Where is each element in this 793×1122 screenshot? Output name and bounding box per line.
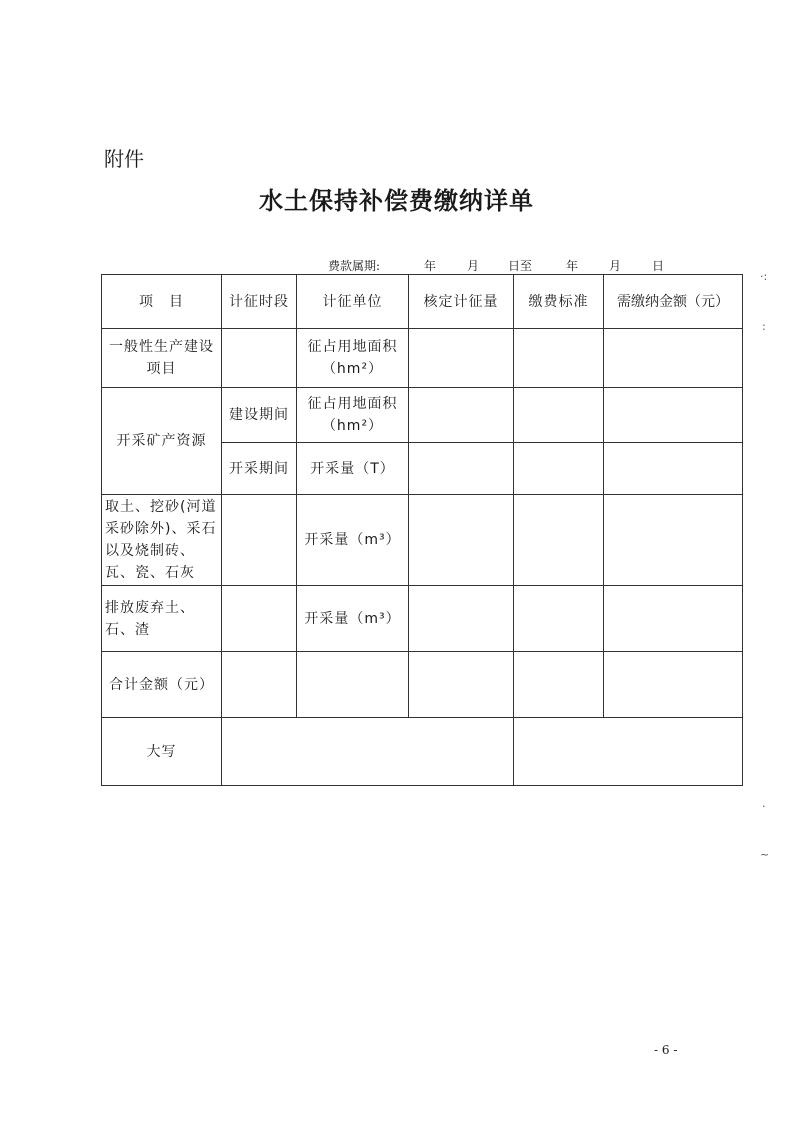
waste-payable-cell xyxy=(604,586,743,652)
mining-extract-amount-cell xyxy=(409,443,514,495)
total-item-cell: 合计金额（元） xyxy=(102,652,222,718)
scan-mark: : xyxy=(762,320,766,333)
soil-period-cell xyxy=(222,495,297,586)
mining-build-unit-cell xyxy=(297,388,409,443)
scan-mark: · xyxy=(762,800,766,813)
general-unit-cell xyxy=(297,329,409,388)
header-period: 计征时段 xyxy=(222,275,297,329)
period-month-1: 月 xyxy=(467,259,480,273)
header-unit: 计征单位 xyxy=(297,275,409,329)
period-year-2: 年 xyxy=(566,259,579,273)
row-soil-sand-stone xyxy=(102,495,743,586)
waste-period-cell xyxy=(222,586,297,652)
mining-item-cell: 开采矿产资源 xyxy=(102,388,222,495)
general-standard-cell xyxy=(514,329,604,388)
mining-extract-payable-cell xyxy=(604,443,743,495)
row-capital xyxy=(102,718,743,786)
waste-item-cell: 排放废弃土、石、渣 xyxy=(102,586,222,652)
mining-build-period-cell: 建设期间 xyxy=(222,388,297,443)
mining-extract-period-cell: 开采期间 xyxy=(222,443,297,495)
waste-standard-cell xyxy=(514,586,604,652)
total-standard-cell xyxy=(514,652,604,718)
scan-mark: ·: xyxy=(760,270,768,283)
general-unit: 征占用地面积 xyxy=(307,339,398,355)
capital-value-cell xyxy=(222,718,514,786)
mining-extract-standard-cell xyxy=(514,443,604,495)
mining-build-standard-cell xyxy=(514,388,604,443)
mining-build-unit-sub: （hm²） xyxy=(321,418,384,434)
general-item-cell: 一般性生产建设项目 xyxy=(102,329,222,388)
mining-build-payable-cell xyxy=(604,388,743,443)
header-amount: 核定计征量 xyxy=(409,275,514,329)
soil-standard-cell xyxy=(514,495,604,586)
capital-item-cell: 大写 xyxy=(102,718,222,786)
row-waste-discharge xyxy=(102,586,743,652)
mining-build-amount-cell xyxy=(409,388,514,443)
period-day-to: 日至 xyxy=(508,259,533,273)
period-month-2: 月 xyxy=(609,259,622,273)
header-standard: 缴费标准 xyxy=(514,275,604,329)
page-number: - 6 - xyxy=(654,1043,678,1057)
payment-detail-table xyxy=(101,274,743,786)
soil-amount-cell xyxy=(409,495,514,586)
total-amount-cell xyxy=(409,652,514,718)
waste-unit-cell: 开采量（m³） xyxy=(297,586,409,652)
capital-extra-cell xyxy=(514,718,743,786)
total-unit-cell xyxy=(297,652,409,718)
soil-unit-cell: 开采量（m³） xyxy=(297,495,409,586)
row-mining-build xyxy=(102,388,743,443)
general-amount-cell xyxy=(409,329,514,388)
mining-build-unit: 征占用地面积 xyxy=(307,396,398,412)
header-payable: 需缴纳金额（元） xyxy=(604,275,743,329)
attachment-label: 附件 xyxy=(104,147,144,171)
period-year-1: 年 xyxy=(424,259,437,273)
general-period-cell xyxy=(222,329,297,388)
period-label: 费款属期: xyxy=(328,259,381,273)
row-total xyxy=(102,652,743,718)
soil-payable-cell xyxy=(604,495,743,586)
total-payable-cell xyxy=(604,652,743,718)
period-day-2: 日 xyxy=(652,259,665,273)
page-title: 水土保持补偿费缴纳详单 xyxy=(259,186,534,215)
header-row xyxy=(102,275,743,329)
scan-mark: ~ xyxy=(760,848,770,861)
mining-extract-unit-cell: 开采量（T） xyxy=(297,443,409,495)
waste-amount-cell xyxy=(409,586,514,652)
soil-item-cell: 取土、挖砂(河道采砂除外)、采石以及烧制砖、瓦、瓷、石灰 xyxy=(102,495,222,586)
general-unit-sub: （hm²） xyxy=(321,361,384,377)
row-general-project xyxy=(102,329,743,388)
general-payable-cell xyxy=(604,329,743,388)
header-item: 项 目 xyxy=(102,275,222,329)
total-period-cell xyxy=(222,652,297,718)
